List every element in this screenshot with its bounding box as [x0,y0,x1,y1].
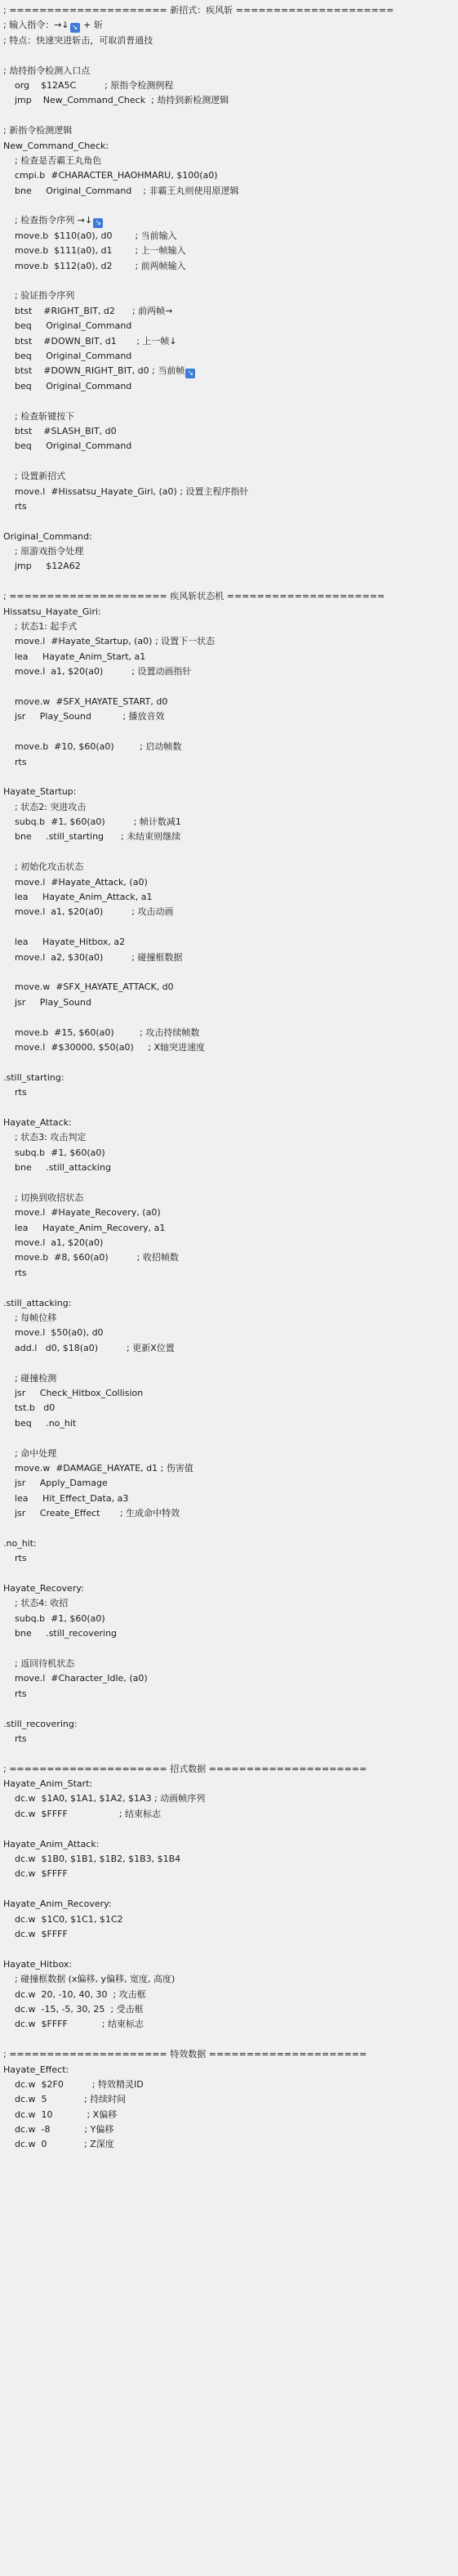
code-line: beq Original_Command [3,441,132,452]
code-line: dc.w -15, -5, 30, 25 ; 受击框 [3,2003,144,2015]
code-line: dc.w $FFFF [3,1929,68,1939]
down-right-arrow-icon: ↘ [93,218,103,228]
code-line: bne Original_Command ; 非霸王丸则使用原逻辑 [3,185,239,196]
code-line [0,1882,458,1897]
code-line [0,1101,458,1116]
code-line: .still_attacking: [3,1297,72,1308]
code-line: ; ===================== 招式数据 ===================== [3,1763,367,1774]
code-line: dc.w -8 ; Y偏移 [3,2124,114,2135]
code-line: btst #RIGHT_BIT, d2 ; 前两帧→ [3,305,173,316]
code-line: ; 状态1: 起手式 [3,621,78,633]
code-line: move.b #8, $60(a0) ; 收招帧数 [3,1252,179,1263]
code-line: move.l a2, $30(a0) ; 碰撞框数据 [3,951,183,963]
code-line: tst.b d0 [3,1402,56,1414]
code-line: Hissatsu_Hayate_Giri: [3,606,101,617]
code-line: subq.b #1, $60(a0) ; 帧计数减1 [3,816,181,828]
code-line: add.l d0, $18(a0) ; 更新X位置 [3,1342,175,1353]
code-line: jsr Play_Sound [3,996,91,1008]
code-line: dc.w 0 ; Z深度 [3,2139,114,2150]
code-line: move.l $50(a0), d0 [3,1327,104,1339]
code-line [0,1356,458,1371]
code-line: subq.b #1, $60(a0) [3,1612,105,1624]
code-line [0,770,458,785]
code-line: dc.w $1A0, $1A1, $1A2, $1A3 ; 动画帧序列 [3,1793,206,1805]
code-line: move.b $112(a0), d2 ; 前两帧输入 [3,260,186,271]
code-line [0,1055,458,1070]
code-line: dc.w 20, -10, 40, 30 ; 攻击框 [3,1988,146,2000]
code-line: jmp $12A62 [3,561,81,572]
code-line [0,1642,458,1657]
down-right-arrow-icon: ↘ [70,23,80,33]
code-line: rts [3,1553,27,1564]
code-line: btst #SLASH_BIT, d0 [3,425,117,436]
code-line: move.w #DAMAGE_HAYATE, d1 ; 伤害值 [3,1462,193,1474]
code-line: ; 返回待机状态 [3,1657,75,1669]
code-line: Hayate_Anim_Start: [3,1778,93,1790]
code-line: dc.w $2F0 ; 特效精灵ID [3,2078,144,2090]
code-line: lea Hayate_Anim_Recovery, a1 [3,1222,166,1233]
code-line: Original_Command: [3,530,92,542]
code-line: ; 新指令检测逻辑 [3,125,73,136]
code-text: btst #DOWN_RIGHT_BIT, d0 ; 当前帧 [3,365,185,377]
code-line: move.b $110(a0), d0 ; 当前输入 [3,230,177,241]
code-line: move.l #$30000, $50(a0) ; X轴突进速度 [3,1041,205,1053]
code-line: ; 状态4: 收招 [3,1598,69,1609]
code-line: beq Original_Command [3,380,132,391]
code-line [0,1010,458,1025]
code-line: move.l #Hissatsu_Hayate_Giri, (a0) ; 设置主程序指针 [3,485,249,497]
code-line: jsr Apply_Damage [3,1478,108,1489]
code-line: rts [3,500,27,512]
code-text: + 斩 [80,20,103,31]
code-line: jmp New_Command_Check ; 劫持到新检测逻辑 [3,95,229,106]
code-line [0,1431,458,1446]
code-line: ; 检查是否霸王丸角色 [3,154,102,166]
code-line: ; 验证指令序列 [3,290,75,302]
code-line: ; 劫持指令检测入口点 [3,65,91,76]
code-line: ; 原游戏指令处理 [3,546,84,557]
code-line: jsr Play_Sound ; 播放音效 [3,711,165,722]
code-line [0,725,458,740]
code-line: ; 检查斩键按下 [3,410,75,422]
code-line: lea Hayate_Anim_Start, a1 [3,651,146,662]
code-line [0,394,458,409]
code-line [0,2033,458,2047]
code-line: bne .still_starting ; 未结束则继续 [3,831,181,843]
code-line: ; ===================== 新招式：疾风斩 ===================== [3,5,394,16]
code-line: ; 碰撞框数据 (x偏移, y偏移, 宽度, 高度) [3,1974,176,1985]
code-line: move.w #SFX_HAYATE_START, d0 [3,695,168,707]
code-line: New_Command_Check: [3,140,109,151]
code-line: move.l a1, $20(a0) ; 攻击动画 [3,906,174,918]
code-line: move.l #Hayate_Startup, (a0) ; 设置下一状态 [3,636,216,647]
code-line: move.l #Hayate_Attack, (a0) [3,876,148,888]
code-line [0,1521,458,1536]
code-line: rts [3,1733,27,1744]
code-line [0,454,458,469]
code-line: dc.w 5 ; 持续时间 [3,2094,127,2105]
code-line [0,575,458,589]
code-line: org $12A5C ; 原指令检测例程 [3,79,174,91]
code-line: dc.w $1B0, $1B1, $1B2, $1B3, $1B4 [3,1854,181,1865]
code-line: lea Hayate_Anim_Attack, a1 [3,892,153,903]
code-line [0,1281,458,1295]
code-line: Hayate_Anim_Attack: [3,1838,100,1849]
code-line: dc.w $FFFF ; 结束标志 [3,2019,144,2030]
code-line: rts [3,1087,27,1098]
code-line: move.b #10, $60(a0) ; 启动帧数 [3,741,182,753]
code-line: rts [3,1267,27,1278]
code-line [0,109,458,123]
code-line: lea Hit_Effect_Data, a3 [3,1492,129,1504]
code-line: dc.w $FFFF [3,1868,68,1880]
code-line: rts [3,756,27,767]
code-line [0,1746,458,1761]
code-line: ; ===================== 疾风斩状态机 ===================== [3,591,385,602]
code-line: dc.w $FFFF ; 结束标志 [3,1808,161,1819]
code-line: move.l a1, $20(a0) ; 设置动画指针 [3,666,192,678]
code-line: btst #DOWN_BIT, d1 ; 上一帧↓ [3,335,177,347]
code-text: ; 输入指令：→↓ [3,20,69,31]
code-line: Hayate_Effect: [3,2064,69,2075]
code-line: Hayate_Hitbox: [3,1958,73,1970]
code-line [0,680,458,695]
code-line: Hayate_Recovery: [3,1583,84,1594]
code-line: rts [3,1688,27,1699]
code-line: bne .still_recovering [3,1628,118,1639]
code-line [0,199,458,213]
code-line: move.l #Hayate_Recovery, (a0) [3,1207,161,1219]
code-line: beq Original_Command [3,350,132,361]
down-right-arrow-icon: ↘ [185,369,195,378]
code-line: subq.b #1, $60(a0) [3,1147,105,1158]
code-line [0,965,458,980]
code-line: .still_starting: [3,1071,64,1083]
code-line: .still_recovering: [3,1718,78,1729]
code-line: Hayate_Anim_Recovery: [3,1898,112,1910]
code-line: ; ===================== 特效数据 ===================== [3,2049,367,2060]
code-line [0,48,458,63]
code-line: Hayate_Attack: [3,1116,72,1128]
code-line: bne .still_attacking [3,1162,111,1174]
code-line [0,845,458,860]
code-line: ; 命中处理 [3,1447,57,1459]
code-line: jsr Create_Effect ; 生成命中特效 [3,1508,180,1519]
code-line: lea Hayate_Hitbox, a2 [3,937,126,948]
code-line: ; 状态2: 突进攻击 [3,801,87,812]
code-line [0,1702,458,1716]
code-line [0,18,458,33]
code-line [0,1822,458,1836]
code-line [0,364,458,378]
code-line [0,1942,458,1957]
code-line: dc.w $1C0, $1C1, $1C2 [3,1913,123,1925]
code-line: ; 设置新招式 [3,471,66,482]
code-line: .no_hit: [3,1537,37,1549]
code-line [0,1175,458,1190]
code-line: ; 每帧位移 [3,1312,57,1323]
code-line: beq Original_Command [3,320,132,332]
code-line: move.l #Character_Idle, (a0) [3,1673,148,1684]
code-line: ; 初始化攻击状态 [3,861,84,873]
code-line: jsr Check_Hitbox_Collision [3,1387,144,1398]
code-line: dc.w 10 ; X偏移 [3,2109,118,2120]
code-line [0,514,458,529]
code-text: ; 检查指令序列 →↓ [3,215,93,226]
code-line: move.b $111(a0), d1 ; 上一帧输入 [3,245,186,257]
code-line: ; 特点：快速突进斩击，可取消普通技 [3,34,153,46]
code-line: ; 状态3: 攻击判定 [3,1132,87,1143]
code-line [0,1567,458,1581]
code-line [0,274,458,288]
code-line: move.b #15, $60(a0) ; 攻击持续帧数 [3,1026,200,1038]
code-line [0,213,458,228]
code-line [0,920,458,935]
code-line: move.w #SFX_HAYATE_ATTACK, d0 [3,982,174,993]
code-line: move.l a1, $20(a0) [3,1237,104,1249]
code-line: beq .no_hit [3,1417,77,1429]
code-line: cmpi.b #CHARACTER_HAOHMARU, $100(a0) [3,170,218,181]
code-line: ; 碰撞检测 [3,1372,57,1384]
code-line: Hayate_Startup: [3,786,77,798]
code-line: ; 切换到收招状态 [3,1192,84,1203]
